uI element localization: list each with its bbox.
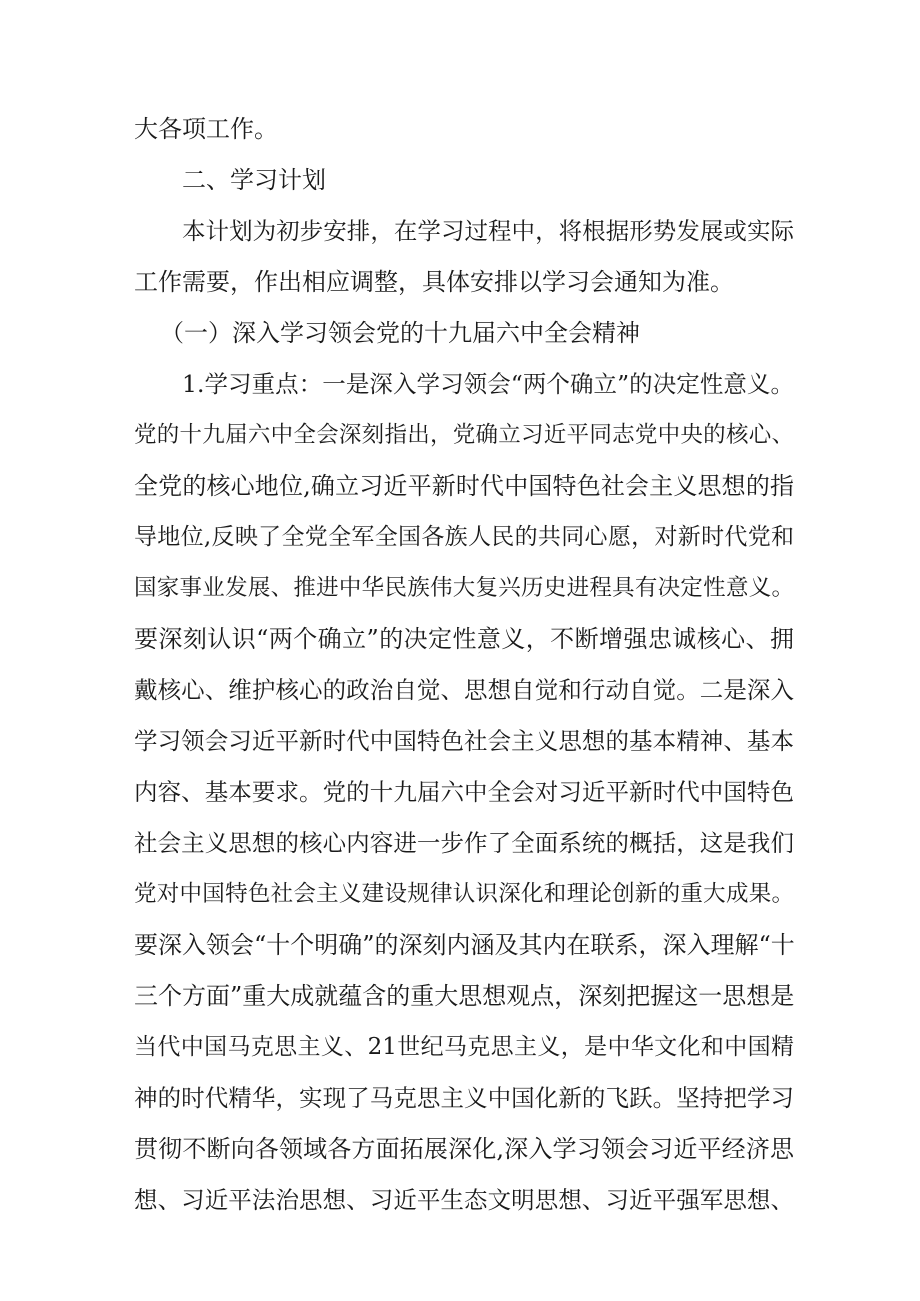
text-line: 贯彻不断向各领域各方面拓展深化,深入学习领会习近平经济思: [134, 1135, 794, 1163]
text-line: 学习领会习近平新时代中国特色社会主义思想的基本精神、基本: [134, 727, 794, 755]
text-line: 内容、基本要求。党的十九届六中全会对习近平新时代中国特色: [134, 778, 794, 806]
text-line: 神的时代精华，实现了马克思主义中国化新的飞跃。坚持把学习: [134, 1084, 794, 1112]
text-line: 想、习近平法治思想、习近平生态文明思想、习近平强军思想、: [134, 1186, 794, 1214]
text-line: 戴核心、维护核心的政治自觉、思想自觉和行动自觉。二是深入: [134, 676, 794, 704]
text-line: 社会主义思想的核心内容进一步作了全面系统的概括，这是我们: [134, 829, 794, 857]
text-line: 全党的核心地位,确立习近平新时代中国特色社会主义思想的指: [134, 472, 794, 500]
text-line: 本计划为初步安排，在学习过程中，将根据形势发展或实际: [182, 217, 794, 245]
text-line: 党对中国特色社会主义建设规律认识深化和理论创新的重大成果。: [134, 881, 794, 907]
text-line: 工作需要，作出相应调整，具体安排以学习会通知为准。: [134, 268, 734, 296]
text-line: 国家事业发展、推进中华民族伟大复兴历史进程具有决定性意义。: [134, 575, 794, 601]
section-heading: 二、学习计划: [182, 166, 326, 194]
subsection-heading: （一）深入学习领会党的十九届六中全会精神: [160, 319, 640, 347]
text-line: 导地位,反映了全党全军全国各族人民的共同心愿，对新时代党和: [134, 524, 794, 550]
text-line: 大各项工作。: [134, 115, 278, 143]
text-line: 1.学习重点：一是深入学习领会“两个确立”的决定性意义。: [182, 370, 794, 398]
text-line: 党的十九届六中全会深刻指出，党确立习近平同志党中央的核心、: [134, 422, 794, 448]
text-line: 要深刻认识“两个确立”的决定性意义，不断增强忠诚核心、拥: [134, 625, 794, 653]
text-line: 三个方面”重大成就蕴含的重大思想观点，深刻把握这一思想是: [134, 982, 795, 1010]
text-line: 当代中国马克思主义、21世纪马克思主义，是中华文化和中国精: [134, 1034, 794, 1060]
text-line: 要深入领会“十个明确”的深刻内涵及其内在联系，深入理解“十: [134, 931, 795, 959]
